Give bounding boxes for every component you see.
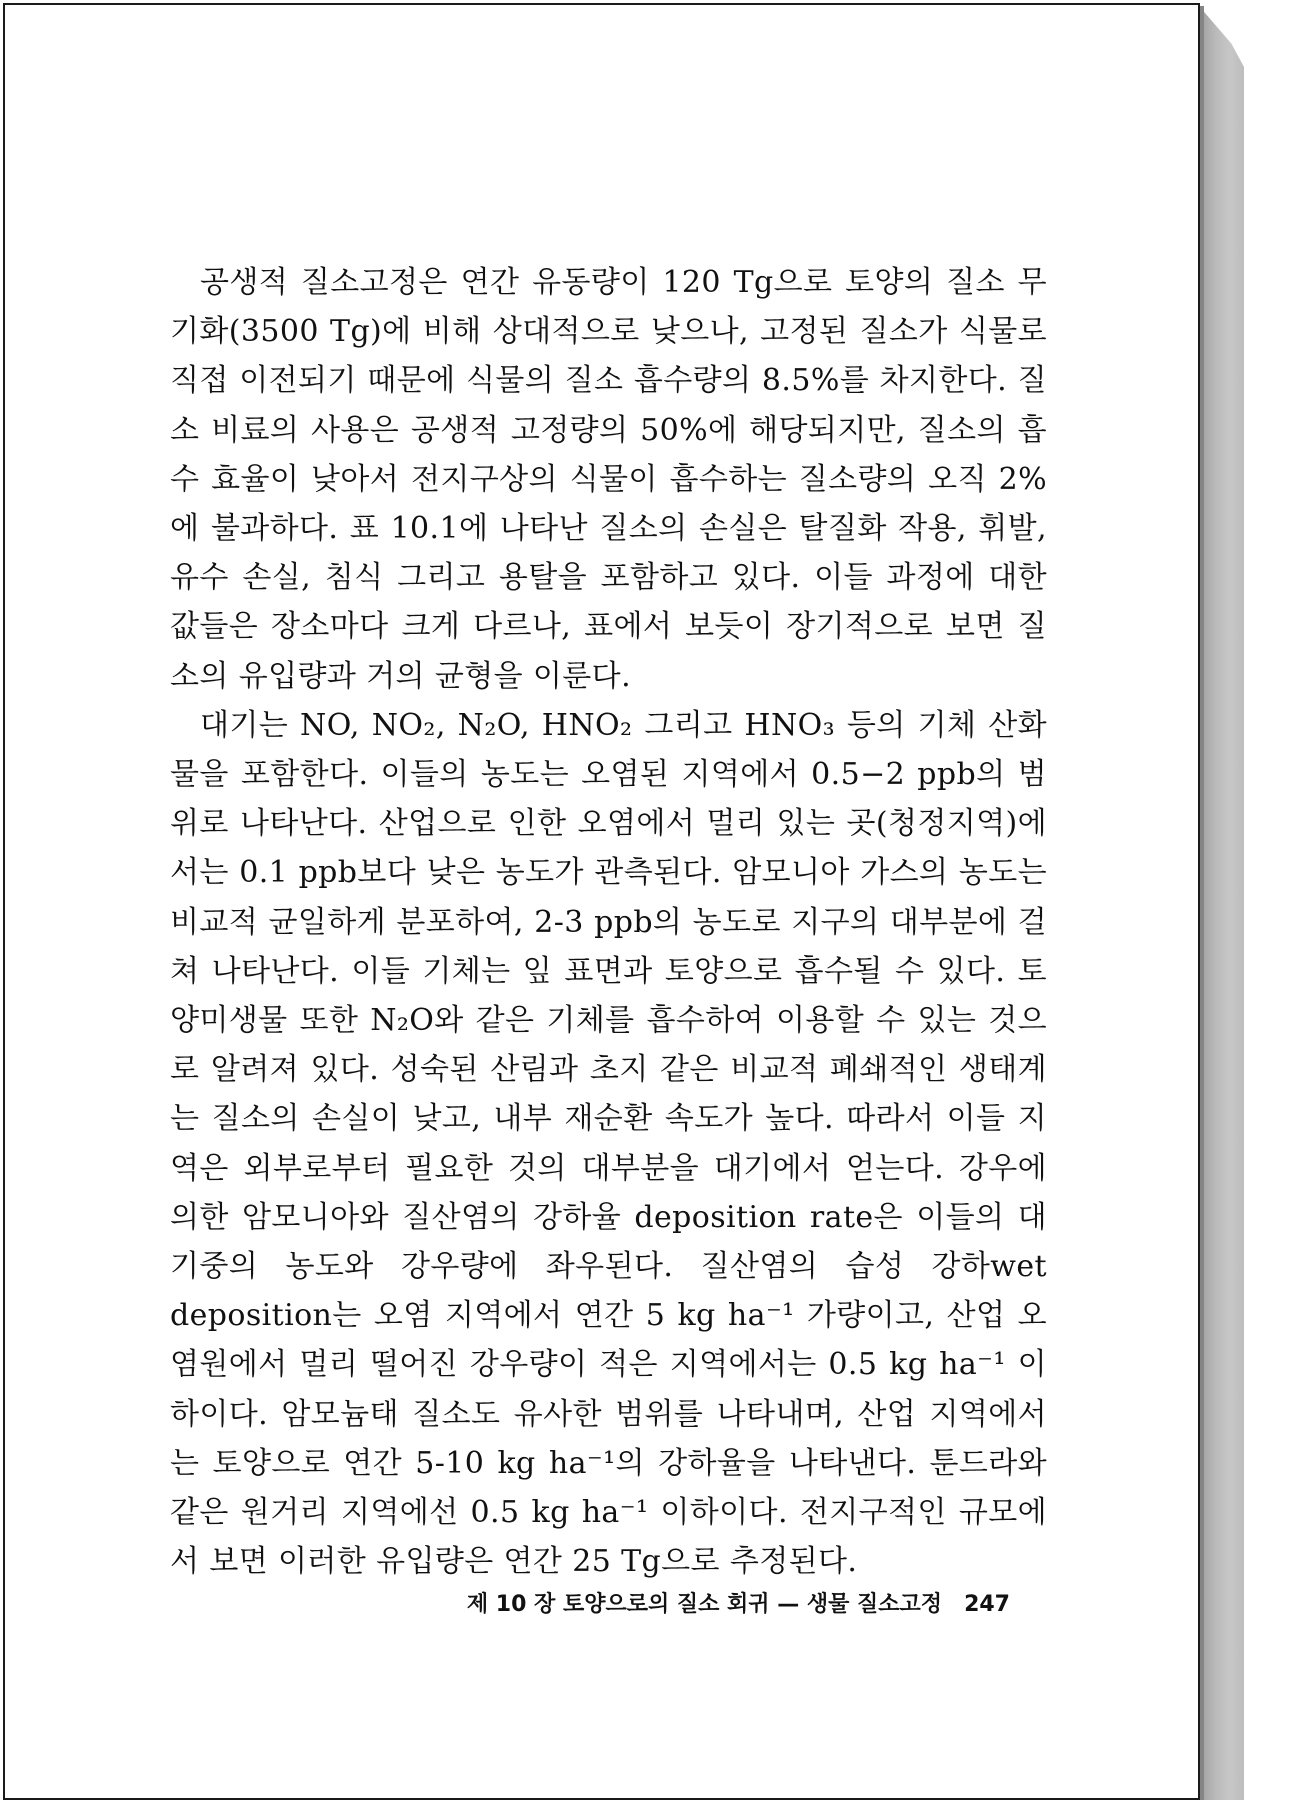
- running-footer: [0, 1587, 1010, 1618]
- paragraph-nitrogen-fixation: 공생적 질소고정은 연간 유동량이 120 Tg으로 토양의 질소 무기화(3500 Tg)에 비해 상대적으로 낮으나, 고정된 질소가 식물로 직접 이전되기 때문에 식물의 질소 흡수량의 8.5%를 차지한다. 질소 비료의 사용은 공생적 고정량의 50%에 해당되지만, 질소의 흡수 효율이 낮아서 전지구상의 식물이 흡수하는 질소량의 오직 2%에 불과하다. 표 10.1에 나타난 질소의 손실은 탈질화 작용, 휘발, 유수 손실, 침식 그리고 용탈을 포함하고 있다. 이들 과정에 대한 값들은 장소마다 크게 다르나, 표에서 보듯이 장기적으로 보면 질소의 유입량과 거의 균형을 이룬다.: [170, 265, 1047, 694]
- chapter-title: 제 10 장 토양으로의 질소 회귀 — 생물 질소고정: [466, 1592, 943, 1617]
- page-stack-edge: [1199, 6, 1244, 1800]
- page-number: 247: [964, 1592, 1010, 1617]
- paragraph-atmospheric-nitrogen: 대기는 NO, NO₂, N₂O, HNO₂ 그리고 HNO₃ 등의 기체 산화물을 포함한다. 이들의 농도는 오염된 지역에서 0.5−2 ppb의 범위로 나타난다. 산업으로 인한 오염에서 멀리 있는 곳(청정지역)에서는 0.1 ppb보다 낮은 농도가 관측된다. 암모니아 가스의 농도는 비교적 균일하게 분포하여, 2-3 ppb의 농도로 지구의 대부분에 걸쳐 나타난다. 이들 기체는 잎 표면과 토양으로 흡수될 수 있다. 토양미생물 또한 N₂O와 같은 기체를 흡수하여 이용할 수 있는 것으로 알려져 있다. 성숙된 산림과 초지 같은 비교적 폐쇄적인 생태계는 질소의 손실이 낮고, 내부 재순환 속도가 높다. 따라서 이들 지역은 외부로부터 필요한 것의 대부분을 대기에서 얻는다. 강우에 의한 암모니아와 질산염의 강하율 deposition rate은 이들의 대기중의 농도와 강우량에 좌우된다. 질산염의 습성 강하wet deposition는 오염 지역에서 연간 5 kg ha⁻¹ 가량이고, 산업 오염원에서 멀리 떨어진 강우량이 적은 지역에서는 0.5 kg ha⁻¹ 이하이다. 암모늄태 질소도 유사한 범위를 나타내며, 산업 지역에서는 토양으로 연간 5-10 kg ha⁻¹의 강하율을 나타낸다. 툰드라와 같은 원거리 지역에선 0.5 kg ha⁻¹ 이하이다. 전지구적인 규모에서 보면 이러한 유입량은 연간 25 Tg으로 추정된다.: [170, 707, 1047, 1580]
- body-text: [170, 258, 1047, 1586]
